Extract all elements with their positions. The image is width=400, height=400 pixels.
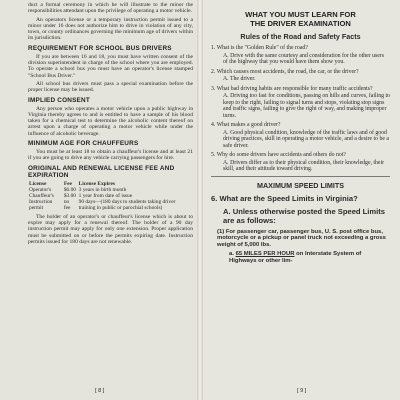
implied-consent-paragraph: Any person who operates a motor vehicle upon a public highway in Virginia thereby agrees to and is entitled to have a sample of his blood taken for a chemical test to determine the alcoholic content thereof on arrest upon a charge of operating a motor vehicle while under the influence of alcoholic beverage. (28, 105, 193, 137)
answer-6: A. Unless otherwise posted the Speed Limits are as follows: (223, 206, 386, 225)
table-cell: $6.00 (63, 186, 76, 193)
table-cell: 1 year from date of issue (78, 192, 133, 199)
page-number-left: [ 8 ] (95, 388, 105, 394)
question-2: 2. Which causes most accidents, the road, the car, or the driver? (211, 68, 359, 75)
question-4: 4. What makes a good driver? (211, 122, 281, 128)
exam-title-line-2: THE DRIVER EXAMINATION (250, 19, 351, 28)
answer-4: A. Good physical condition, knowledge of the traffic laws and of good driving practices, skill in operating a motor vehicle, and a desire to be a safe driver. (223, 129, 389, 149)
right-page (199, 0, 400, 400)
answer-2: A. The driver. (223, 76, 256, 82)
license-fee-table (28, 181, 193, 211)
license-fee-heading: ORIGINAL AND RENEWAL LICENSE FEE AND EXPIRATION (28, 164, 175, 179)
school-bus-heading: REQUIREMENT FOR SCHOOL BUS DRIVERS (28, 44, 172, 52)
table-cell: Instruction permit (29, 198, 53, 211)
speed-item-1a-prefix: a. (229, 250, 234, 257)
speed-item-1: (1) For passenger car, passenger bus, U. S. post office bus, motorcycle or a pickup or panel truck not exceeding a gross weight of 5,000 lbs. (217, 228, 386, 249)
intro-paragraph: duct a formal ceremony in which he will illustrate to the minor the responsibilities attendant upon the privilege of operating a motor vehicle. (28, 2, 193, 15)
question-6: 6. What are the Speed Limits in Virginia? (211, 193, 358, 203)
speed-item-1a-rest: on Interstate System of Highways or other lim- (229, 250, 362, 264)
page-number-right: [ 9 ] (297, 388, 307, 394)
speed-item-1a (229, 251, 390, 265)
implied-consent-heading: IMPLIED CONSENT (28, 96, 90, 104)
table-row (28, 199, 193, 211)
table-cell: $3.00 (63, 192, 76, 199)
table-cell: 90 days—(180 days to students taking driver training in public or parochial schools) (78, 198, 176, 211)
school-bus-paragraph-2: All school bus drivers must pass a special examination before the proper license may be issued. (28, 80, 193, 94)
question-5: 5. Why do some drivers have accidents and others do not? (211, 152, 346, 158)
table-header: License (29, 180, 47, 187)
chauffeur-age-heading: MINIMUM AGE FOR CHAUFFEURS (28, 140, 139, 148)
speed-limits-heading: MAXIMUM SPEED LIMITS (256, 180, 345, 190)
school-bus-paragraph-1: If you are between 16 and 18, you must have written consent of the division superintendent in charge of the school where you are employed. To operate a school bus you must have an operator's license stamped "School Bus Driver." (28, 53, 193, 79)
question-1: 1. What is the "Golden Rule" of the road? (211, 45, 308, 51)
table-cell: 3 years in birth month (78, 186, 127, 193)
section-divider (211, 176, 390, 177)
chauffeur-age-paragraph: You must be at least 18 to obtain a chauffeur's license and at least 21 if you are going to drive any vehicle carrying passengers for hire. (28, 149, 193, 162)
table-cell: no fee (63, 198, 71, 211)
table-cell: Operator's (29, 186, 52, 193)
speed-65-mph: 65 MILES PER HOUR (235, 250, 295, 257)
rules-subtitle: Rules of the Road and Safety Facts (240, 32, 361, 41)
temporary-permit-paragraph: An operators license or a temporary instruction permit issued to a minor under 16 does not authorize him to drive in violation of any city, town, or county ordinances governing the minimum age of drivers within its jurisdiction. (28, 16, 193, 42)
table-header: License Expires (78, 180, 115, 187)
answer-1: A. Drive with the same courtesy and consideration for the other users of the highway that you would have them show you. (223, 52, 384, 65)
answer-5: A. Drivers differ as to their physical condition, their knowledge, their skill, and their attitude toward driving. (223, 159, 385, 172)
book-gutter (197, 0, 203, 400)
exam-title (211, 10, 390, 28)
left-page (0, 0, 199, 400)
table-header: Fee (63, 180, 72, 187)
renewal-paragraph: The holder of an operator's or chauffeur's license which is about to expire may apply for a renewal thereof. The holder of a 90 day instruction permit may apply for only one extension. Proper application must be submitted on or before the permits expiring date. Instruction permits issued for 180 days are not renewable. (28, 213, 193, 245)
answer-3: A. Driving too fast for conditions, passing on hills and curves, failing to keep to the right, failing to signal turns and stops, violating stop signs and traffic signs, failing to give the right of way, and making improper turns. (223, 93, 390, 119)
question-3: 3. What bad driving habits are responsible for many traffic accidents? (211, 85, 373, 92)
exam-title-line-1: WHAT YOU MUST LEARN FOR (245, 10, 356, 19)
table-cell: Chauffeur's (29, 192, 54, 199)
